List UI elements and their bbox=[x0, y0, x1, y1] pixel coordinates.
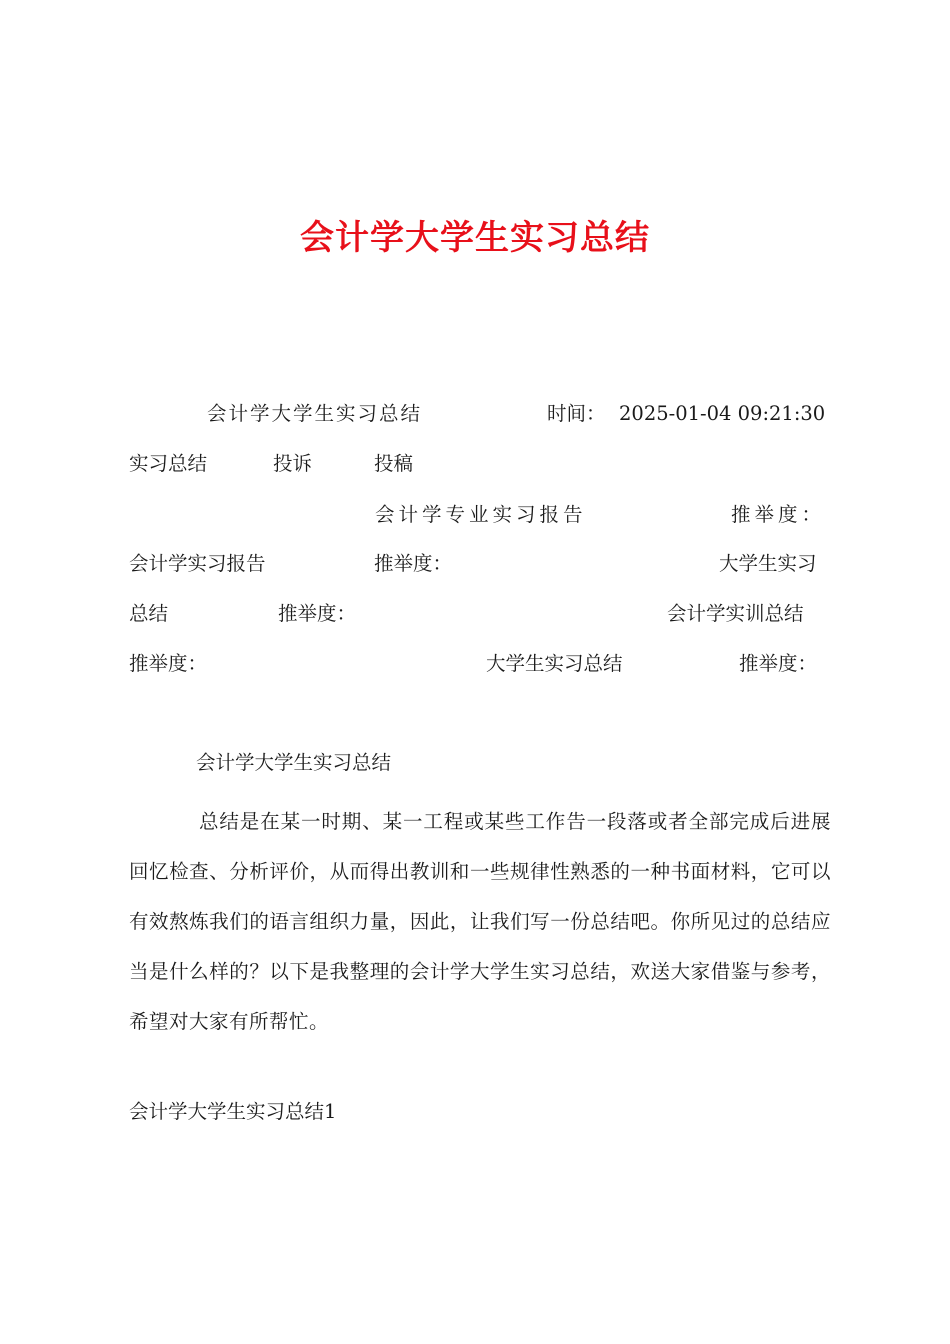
body-heading: 会计学大学生实习总结 bbox=[196, 751, 392, 774]
recommend-label-4: 推举度： bbox=[129, 652, 208, 675]
time-value: 2025-01-04 09:21:30 bbox=[619, 402, 826, 425]
recommend-title-1[interactable]: 会计学专业实习报告 bbox=[375, 503, 587, 526]
complain-link[interactable]: 投诉 bbox=[273, 452, 313, 475]
section-heading-1: 会计学大学生实习总结1 bbox=[129, 1100, 337, 1123]
recommend-title-2[interactable]: 会计学实习报告 bbox=[129, 552, 266, 575]
recommend-label-2: 推举度： bbox=[374, 552, 453, 575]
page-title: 会计学大学生实习总结 bbox=[300, 218, 650, 258]
recommend-label-5: 推举度： bbox=[739, 652, 818, 675]
intro-paragraph: 总结是在某一时期、某一工程或某些工作告一段落或者全部完成后进展回忆检查、分析评价，从而得出教训和一些规律性熟悉的一种书面材料，它可以有效熬炼我们的语言组织力量，因此，让我们写一份总结吧。你所见过的总结应当是什么样的？以下是我整理的会计学大学生实习总结，欢送大家借鉴与参考，希望对大家有所帮忙。 bbox=[129, 810, 831, 1033]
recommend-title-3b[interactable]: 总结 bbox=[129, 602, 169, 625]
article-title-link[interactable]: 会计学大学生实习总结 bbox=[207, 402, 423, 425]
category-link[interactable]: 实习总结 bbox=[129, 452, 208, 475]
recommend-label-1: 推举度： bbox=[731, 503, 826, 526]
submit-link[interactable]: 投稿 bbox=[374, 452, 414, 475]
recommend-label-3: 推举度： bbox=[278, 602, 357, 625]
recommend-title-3a[interactable]: 大学生实习 bbox=[719, 552, 817, 575]
time-label: 时间： bbox=[547, 402, 606, 425]
recommend-title-5[interactable]: 大学生实习总结 bbox=[486, 652, 623, 675]
recommend-title-4[interactable]: 会计学实训总结 bbox=[667, 602, 804, 625]
